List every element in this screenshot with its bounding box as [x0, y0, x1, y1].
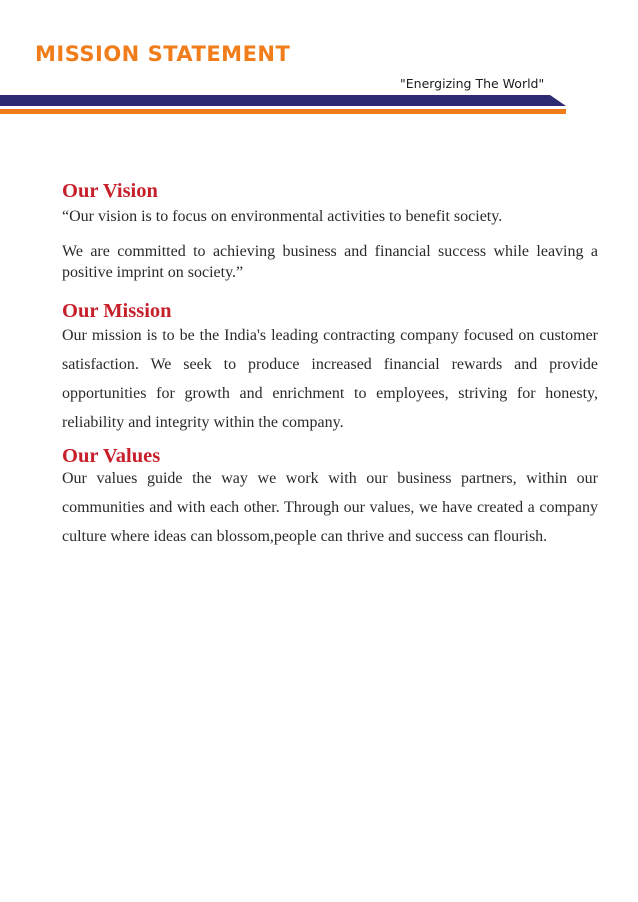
header-band-orange-stripe — [0, 109, 566, 114]
tagline: "Energizing The World" — [400, 76, 545, 91]
page-title: MISSION STATEMENT — [35, 42, 291, 66]
header-band-blue-stripe — [0, 95, 566, 106]
values-paragraph: Our values guide the way we work with our business partners, within our communities and with each other. Through our values, we have created a company culture where ideas can blossom,people can thrive and success can flourish. — [62, 470, 598, 545]
vision-paragraph-2: We are committed to achieving business and financial success while leaving a positive imprint on society.” — [62, 243, 598, 281]
mission-heading: Our Mission — [62, 300, 172, 322]
vision-heading: Our Vision — [62, 180, 158, 202]
vision-paragraph-1: “Our vision is to focus on environmental activities to benefit society. — [62, 208, 503, 225]
header-band — [0, 95, 566, 119]
mission-paragraph: Our mission is to be the India's leading contracting company focused on customer satisfaction. We seek to produce increased financial rewards and provide opportunities for growth and enrichment to employees, striving for honesty, reliability and integrity within the company. — [62, 327, 598, 431]
values-heading: Our Values — [62, 445, 161, 467]
